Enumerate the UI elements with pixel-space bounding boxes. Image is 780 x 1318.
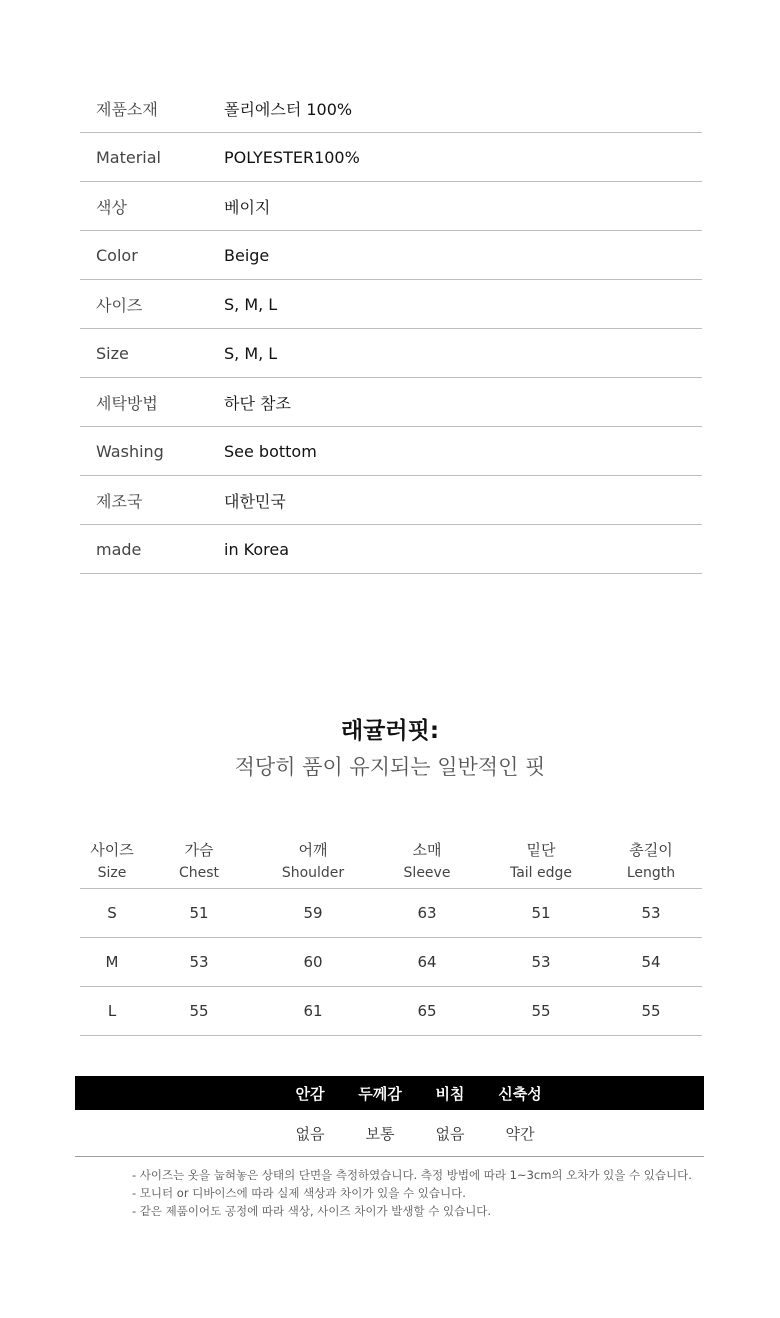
size-cell: M xyxy=(105,953,119,971)
spec-value: S, M, L xyxy=(224,294,278,314)
spec-label: 사이즈 xyxy=(96,295,143,315)
header-length xyxy=(600,836,702,888)
spec-value: Beige xyxy=(224,245,270,265)
note-line: - 같은 제품이어도 공정에 따라 색상, 사이즈 차이가 발생할 수 있습니다. xyxy=(132,1204,492,1218)
header-shoulder xyxy=(254,836,372,888)
header-ko: 어깨 xyxy=(298,841,328,859)
spec-row xyxy=(80,133,702,182)
thickness-value: 보통 xyxy=(365,1124,395,1143)
tail-edge-cell: 51 xyxy=(531,904,551,922)
chest-cell: 55 xyxy=(189,1002,209,1020)
spec-value: 하단 참조 xyxy=(224,393,291,413)
shoulder-cell: 61 xyxy=(303,1002,323,1020)
spec-row xyxy=(80,231,702,280)
header-chest xyxy=(144,836,254,888)
length-cell: 53 xyxy=(641,904,661,922)
spec-row xyxy=(80,182,702,231)
spec-value: 대한민국 xyxy=(224,491,286,511)
header-ko: 소매 xyxy=(412,841,442,859)
header-tail-edge xyxy=(482,836,600,888)
spec-label: 색상 xyxy=(96,197,127,217)
fit-description: 적당히 품이 유지되는 일반적인 핏 xyxy=(234,755,546,779)
size-cell: L xyxy=(107,1002,117,1020)
shoulder-cell: 60 xyxy=(303,953,323,971)
length-cell: 55 xyxy=(641,1002,661,1020)
size-table-header xyxy=(80,836,702,889)
thickness-label: 두께감 xyxy=(358,1084,402,1103)
spec-label: 제조국 xyxy=(96,491,143,511)
spec-row xyxy=(80,427,702,476)
lining-value: 없음 xyxy=(295,1124,325,1143)
header-size xyxy=(80,836,144,888)
header-en: Length xyxy=(626,865,676,881)
material-property-bar xyxy=(75,1076,704,1110)
spec-label: Size xyxy=(96,343,129,363)
spec-label: Material xyxy=(96,147,161,167)
header-ko: 총길이 xyxy=(629,841,673,859)
sleeve-cell: 63 xyxy=(417,904,437,922)
spec-label: made xyxy=(96,539,142,559)
material-property-values xyxy=(75,1110,704,1157)
spec-value: See bottom xyxy=(224,441,317,461)
spec-table xyxy=(80,84,702,574)
stretch-value: 약간 xyxy=(505,1124,535,1143)
sleeve-cell: 65 xyxy=(417,1002,437,1020)
note-line: - 사이즈는 옷을 눕혀놓은 상태의 단면을 측정하였습니다. 측정 방법에 따라 1~3cm의 오차가 있을 수 있습니다. xyxy=(132,1168,692,1182)
sheerness-label: 비침 xyxy=(435,1084,465,1103)
sheerness-value: 없음 xyxy=(435,1124,465,1143)
spec-value: 베이지 xyxy=(224,197,271,217)
tail-edge-cell: 53 xyxy=(531,953,551,971)
table-row xyxy=(80,889,702,938)
spec-row xyxy=(80,476,702,525)
fit-title: 래귤러핏: xyxy=(340,718,440,744)
header-en: Shoulder xyxy=(281,865,345,881)
header-en: Size xyxy=(97,865,127,881)
spec-label: 세탁방법 xyxy=(96,393,158,413)
sleeve-cell: 64 xyxy=(417,953,437,971)
header-en: Tail edge xyxy=(509,865,573,881)
header-ko: 가슴 xyxy=(184,841,214,859)
spec-value: in Korea xyxy=(224,539,290,559)
table-row xyxy=(80,987,702,1036)
spec-row xyxy=(80,329,702,378)
spec-label: Color xyxy=(96,245,138,265)
spec-value: POLYESTER100% xyxy=(224,147,360,167)
size-cell: S xyxy=(107,904,117,922)
table-row xyxy=(80,938,702,987)
shoulder-cell: 59 xyxy=(303,904,323,922)
spec-row xyxy=(80,525,702,574)
spec-label: Washing xyxy=(96,441,164,461)
lining-label: 안감 xyxy=(295,1084,325,1103)
header-en: Sleeve xyxy=(403,865,451,881)
fit-section xyxy=(0,712,780,781)
header-sleeve xyxy=(372,836,482,888)
chest-cell: 51 xyxy=(189,904,209,922)
size-table xyxy=(80,836,702,1036)
header-ko: 사이즈 xyxy=(90,841,134,859)
spec-value: S, M, L xyxy=(224,343,278,363)
length-cell: 54 xyxy=(641,953,661,971)
chest-cell: 53 xyxy=(189,953,209,971)
note-line: - 모니터 or 디바이스에 따라 실제 색상과 차이가 있을 수 있습니다. xyxy=(132,1186,466,1200)
notes xyxy=(132,1166,692,1220)
spec-row xyxy=(80,378,702,427)
spec-row xyxy=(80,84,702,133)
spec-value: 폴리에스터 100% xyxy=(224,99,353,119)
header-en: Chest xyxy=(178,865,220,881)
spec-label: 제품소재 xyxy=(96,99,158,119)
header-ko: 밑단 xyxy=(526,841,556,859)
stretch-label: 신축성 xyxy=(498,1084,542,1103)
spec-row xyxy=(80,280,702,329)
tail-edge-cell: 55 xyxy=(531,1002,551,1020)
